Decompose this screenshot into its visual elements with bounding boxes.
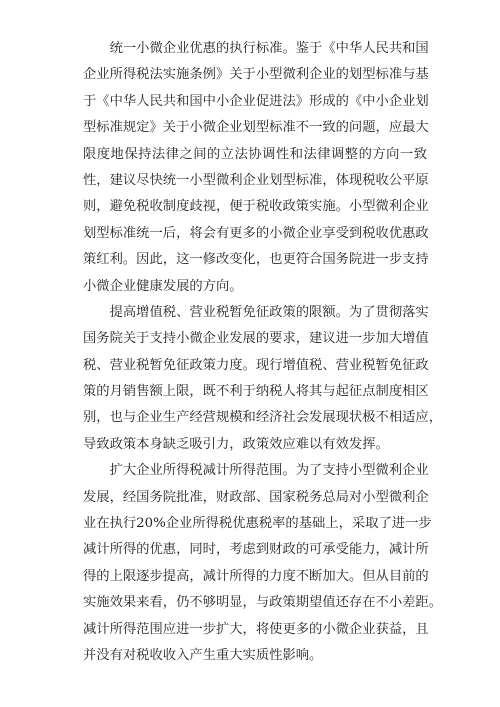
text-line: 税、营业税暂免征政策力度。现行增值税、营业税暂免征政 bbox=[83, 357, 429, 373]
text-line: 并没有对税收收入产生重大实质性影响。 bbox=[83, 647, 323, 663]
text-line: 企业所得税法实施条例》关于小型微利企业的划型标准与基 bbox=[83, 67, 429, 83]
text-line: 别，也与企业生产经营规模和经济社会发展现状极不相适应， bbox=[83, 410, 443, 426]
document-page bbox=[83, 36, 443, 669]
text-line: 小微企业健康发展的方向。 bbox=[83, 278, 243, 294]
text-line: 国务院关于支持小微企业发展的要求，建议进一步加大增值 bbox=[83, 331, 429, 347]
text-line: 减计所得的优惠，同时，考虑到财政的可承受能力，减计所 bbox=[83, 542, 429, 558]
text-line: 提高增值税、营业税暂免征政策的限额。为了贯彻落实 bbox=[83, 304, 429, 320]
text-line: 得的上限逐步提高，减计所得的力度不断加大。但从目前的 bbox=[83, 568, 429, 584]
paragraph-vat-exemption bbox=[83, 300, 443, 458]
text-line: 划型标准统一后，将会有更多的小微企业享受到税收优惠政 bbox=[83, 225, 429, 241]
text-line: 于《中华人民共和国中小企业促进法》形成的《中小企业划 bbox=[83, 93, 429, 109]
text-line: 性，建议尽快统一小型微利企业划型标准，体现税收公平原 bbox=[83, 172, 429, 188]
paragraph-unify-standards bbox=[83, 36, 427, 300]
text-line: 扩大企业所得税减计所得范围。为了支持小型微利企业 bbox=[83, 463, 429, 479]
text-line: 统一小微企业优惠的执行标准。鉴于《中华人民共和国 bbox=[83, 41, 429, 56]
text-line: 策红利。因此，这一修改变化，也更符合国务院进一步支持 bbox=[83, 252, 429, 268]
text-line: 实施效果来看，仍不够明显，与政策期望值还存在不小差距。 bbox=[83, 595, 443, 611]
text-line: 发展，经国务院批准，财政部、国家税务总局对小型微利企 bbox=[83, 489, 429, 505]
text-line: 策的月销售额上限，既不利于纳税人将其与起征点制度相区 bbox=[83, 384, 429, 400]
text-line: 限度地保持法律之间的立法协调性和法律调整的方向一致 bbox=[83, 146, 427, 162]
text-line: 业在执行20%企业所得税优惠税率的基础上，采取了进一步 bbox=[83, 516, 432, 532]
text-line: 型标准规定》关于小微企业划型标准不一致的问题，应最大 bbox=[83, 120, 429, 136]
text-line: 减计所得范围应进一步扩大，将使更多的小微企业获益，且 bbox=[83, 621, 429, 637]
text-line: 则，避免税收制度歧视，便于税收政策实施。小型微利企业 bbox=[83, 199, 429, 215]
paragraph-income-tax-reduction bbox=[83, 458, 443, 669]
text-line: 导致政策本身缺乏吸引力，政策效应难以有效发挥。 bbox=[83, 436, 389, 452]
